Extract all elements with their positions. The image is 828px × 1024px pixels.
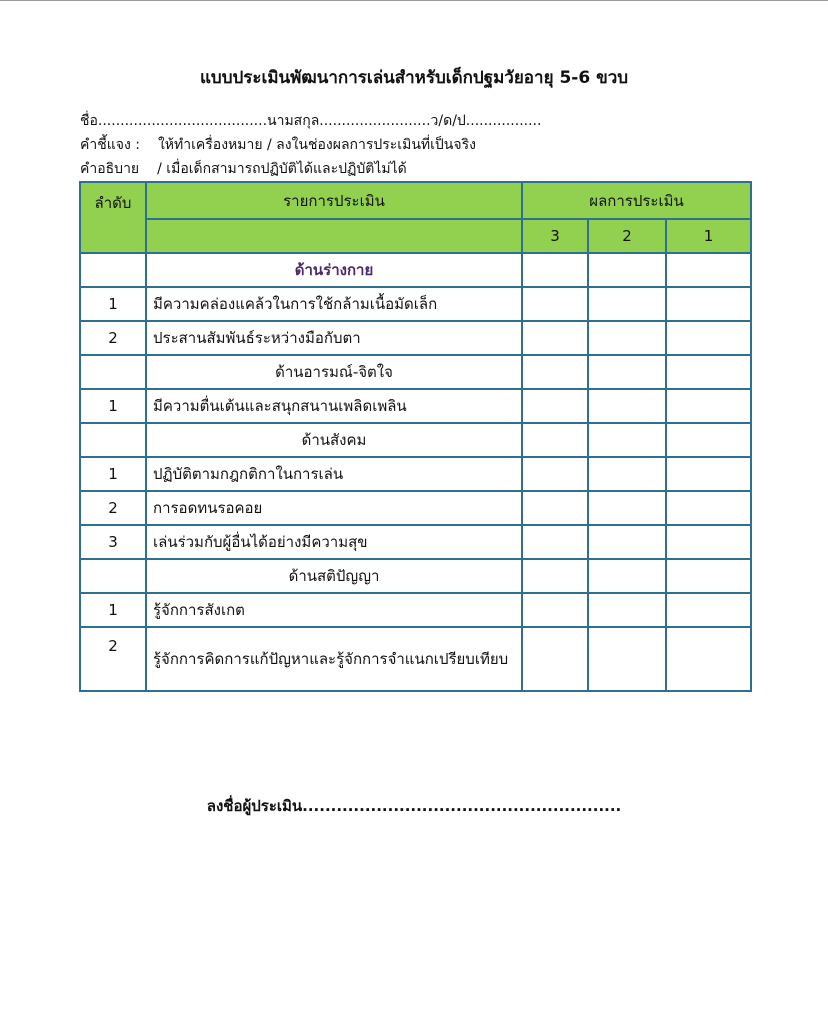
score-cell[interactable] [522,627,588,691]
category-row [80,559,751,593]
score-cell[interactable] [522,491,588,525]
header-row [80,182,751,219]
score-cell[interactable] [522,355,588,389]
score-cell[interactable] [588,593,666,627]
table-row [80,593,751,627]
score-cell[interactable] [522,593,588,627]
category-emotional: ด้านอารมณ์-จิตใจ [146,355,522,389]
explain-line [80,158,407,180]
explain-text: / เมื่อเด็กสามารถปฏิบัติได้และปฏิบัติไม่ได้ [157,161,407,177]
header-score-row [80,219,751,253]
score-cell[interactable] [666,525,751,559]
table-row [80,321,751,355]
score-cell[interactable] [666,253,751,287]
score-cell[interactable] [666,355,751,389]
score-cell[interactable] [666,457,751,491]
table-row [80,287,751,321]
score-cell[interactable] [522,457,588,491]
header-item: รายการประเมิน [146,182,522,219]
row-item: รู้จักการสังเกต [146,593,522,627]
table-row [80,491,751,525]
score-cell[interactable] [522,253,588,287]
table-row [80,525,751,559]
score-cell[interactable] [522,423,588,457]
table-row [80,457,751,491]
score-cell[interactable] [588,253,666,287]
score-cell[interactable] [666,627,751,691]
row-number: 1 [80,389,146,423]
header-score-2: 2 [588,219,666,253]
category-row [80,355,751,389]
blank-cell [80,355,146,389]
category-physical: ด้านร่างกาย [146,253,522,287]
score-cell[interactable] [666,593,751,627]
blank-cell [80,423,146,457]
category-row [80,423,751,457]
score-cell[interactable] [666,389,751,423]
row-number: 1 [80,287,146,321]
score-cell[interactable] [588,389,666,423]
score-cell[interactable] [522,287,588,321]
explain-label: คำอธิบาย [80,161,140,177]
score-cell[interactable] [522,559,588,593]
blank-cell [80,253,146,287]
row-item: ประสานสัมพันธ์ระหว่างมือกับตา [146,321,522,355]
instruction-text: ให้ทำเครื่องหมาย / ลงในช่องผลการประเมินที่เป็นจริง [157,137,476,153]
header-item-blank [146,219,522,253]
score-cell[interactable] [588,423,666,457]
table-row [80,627,751,691]
row-item: การอดทนรอคอย [146,491,522,525]
row-number: 2 [80,321,146,355]
category-intellectual: ด้านสติปัญญา [146,559,522,593]
score-cell[interactable] [588,559,666,593]
header-score-3: 3 [522,219,588,253]
score-cell[interactable] [666,423,751,457]
header-number: ลำดับ [80,182,146,253]
page-top-border [0,0,828,1]
table-row [80,389,751,423]
evaluation-table [79,181,752,692]
row-number: 2 [80,627,146,691]
score-cell[interactable] [666,321,751,355]
row-item: เล่นร่วมกับผู้อื่นได้อย่างมีความสุข [146,525,522,559]
score-cell[interactable] [588,491,666,525]
score-cell[interactable] [522,525,588,559]
score-cell[interactable] [666,287,751,321]
row-number: 1 [80,457,146,491]
row-number: 1 [80,593,146,627]
score-cell[interactable] [666,491,751,525]
row-item: รู้จักการคิดการแก้ปัญหาและรู้จักการจำแนกเปรียบเทียบ [146,627,522,691]
score-cell[interactable] [588,321,666,355]
name-line: ชื่อ......................................นามสกุล.........................ว/ด/ป................. [80,113,542,129]
row-item: มีความคล่องแคล้วในการใช้กล้ามเนื้อมัดเล็ก [146,287,522,321]
page-title: แบบประเมินพัฒนาการเล่นสำหรับเด็กปฐมวัยอายุ 5-6 ขวบ [199,68,629,88]
instruction-label: คำชี้แจง : [80,137,140,153]
signature-line: ลงชื่อผู้ประเมิน........................................................ [206,797,622,815]
score-cell[interactable] [588,457,666,491]
score-cell[interactable] [588,525,666,559]
row-item: มีความตื่นเต้นและสนุกสนานเพลิดเพลิน [146,389,522,423]
score-cell[interactable] [666,559,751,593]
score-cell[interactable] [588,355,666,389]
row-number: 3 [80,525,146,559]
score-cell[interactable] [588,627,666,691]
category-row [80,253,751,287]
instruction-line [80,134,476,156]
row-item: ปฏิบัติตามกฎกติกาในการเล่น [146,457,522,491]
score-cell[interactable] [588,287,666,321]
header-result: ผลการประเมิน [522,182,751,219]
score-cell[interactable] [522,321,588,355]
header-score-1: 1 [666,219,751,253]
blank-cell [80,559,146,593]
score-cell[interactable] [522,389,588,423]
category-social: ด้านสังคม [146,423,522,457]
row-number: 2 [80,491,146,525]
